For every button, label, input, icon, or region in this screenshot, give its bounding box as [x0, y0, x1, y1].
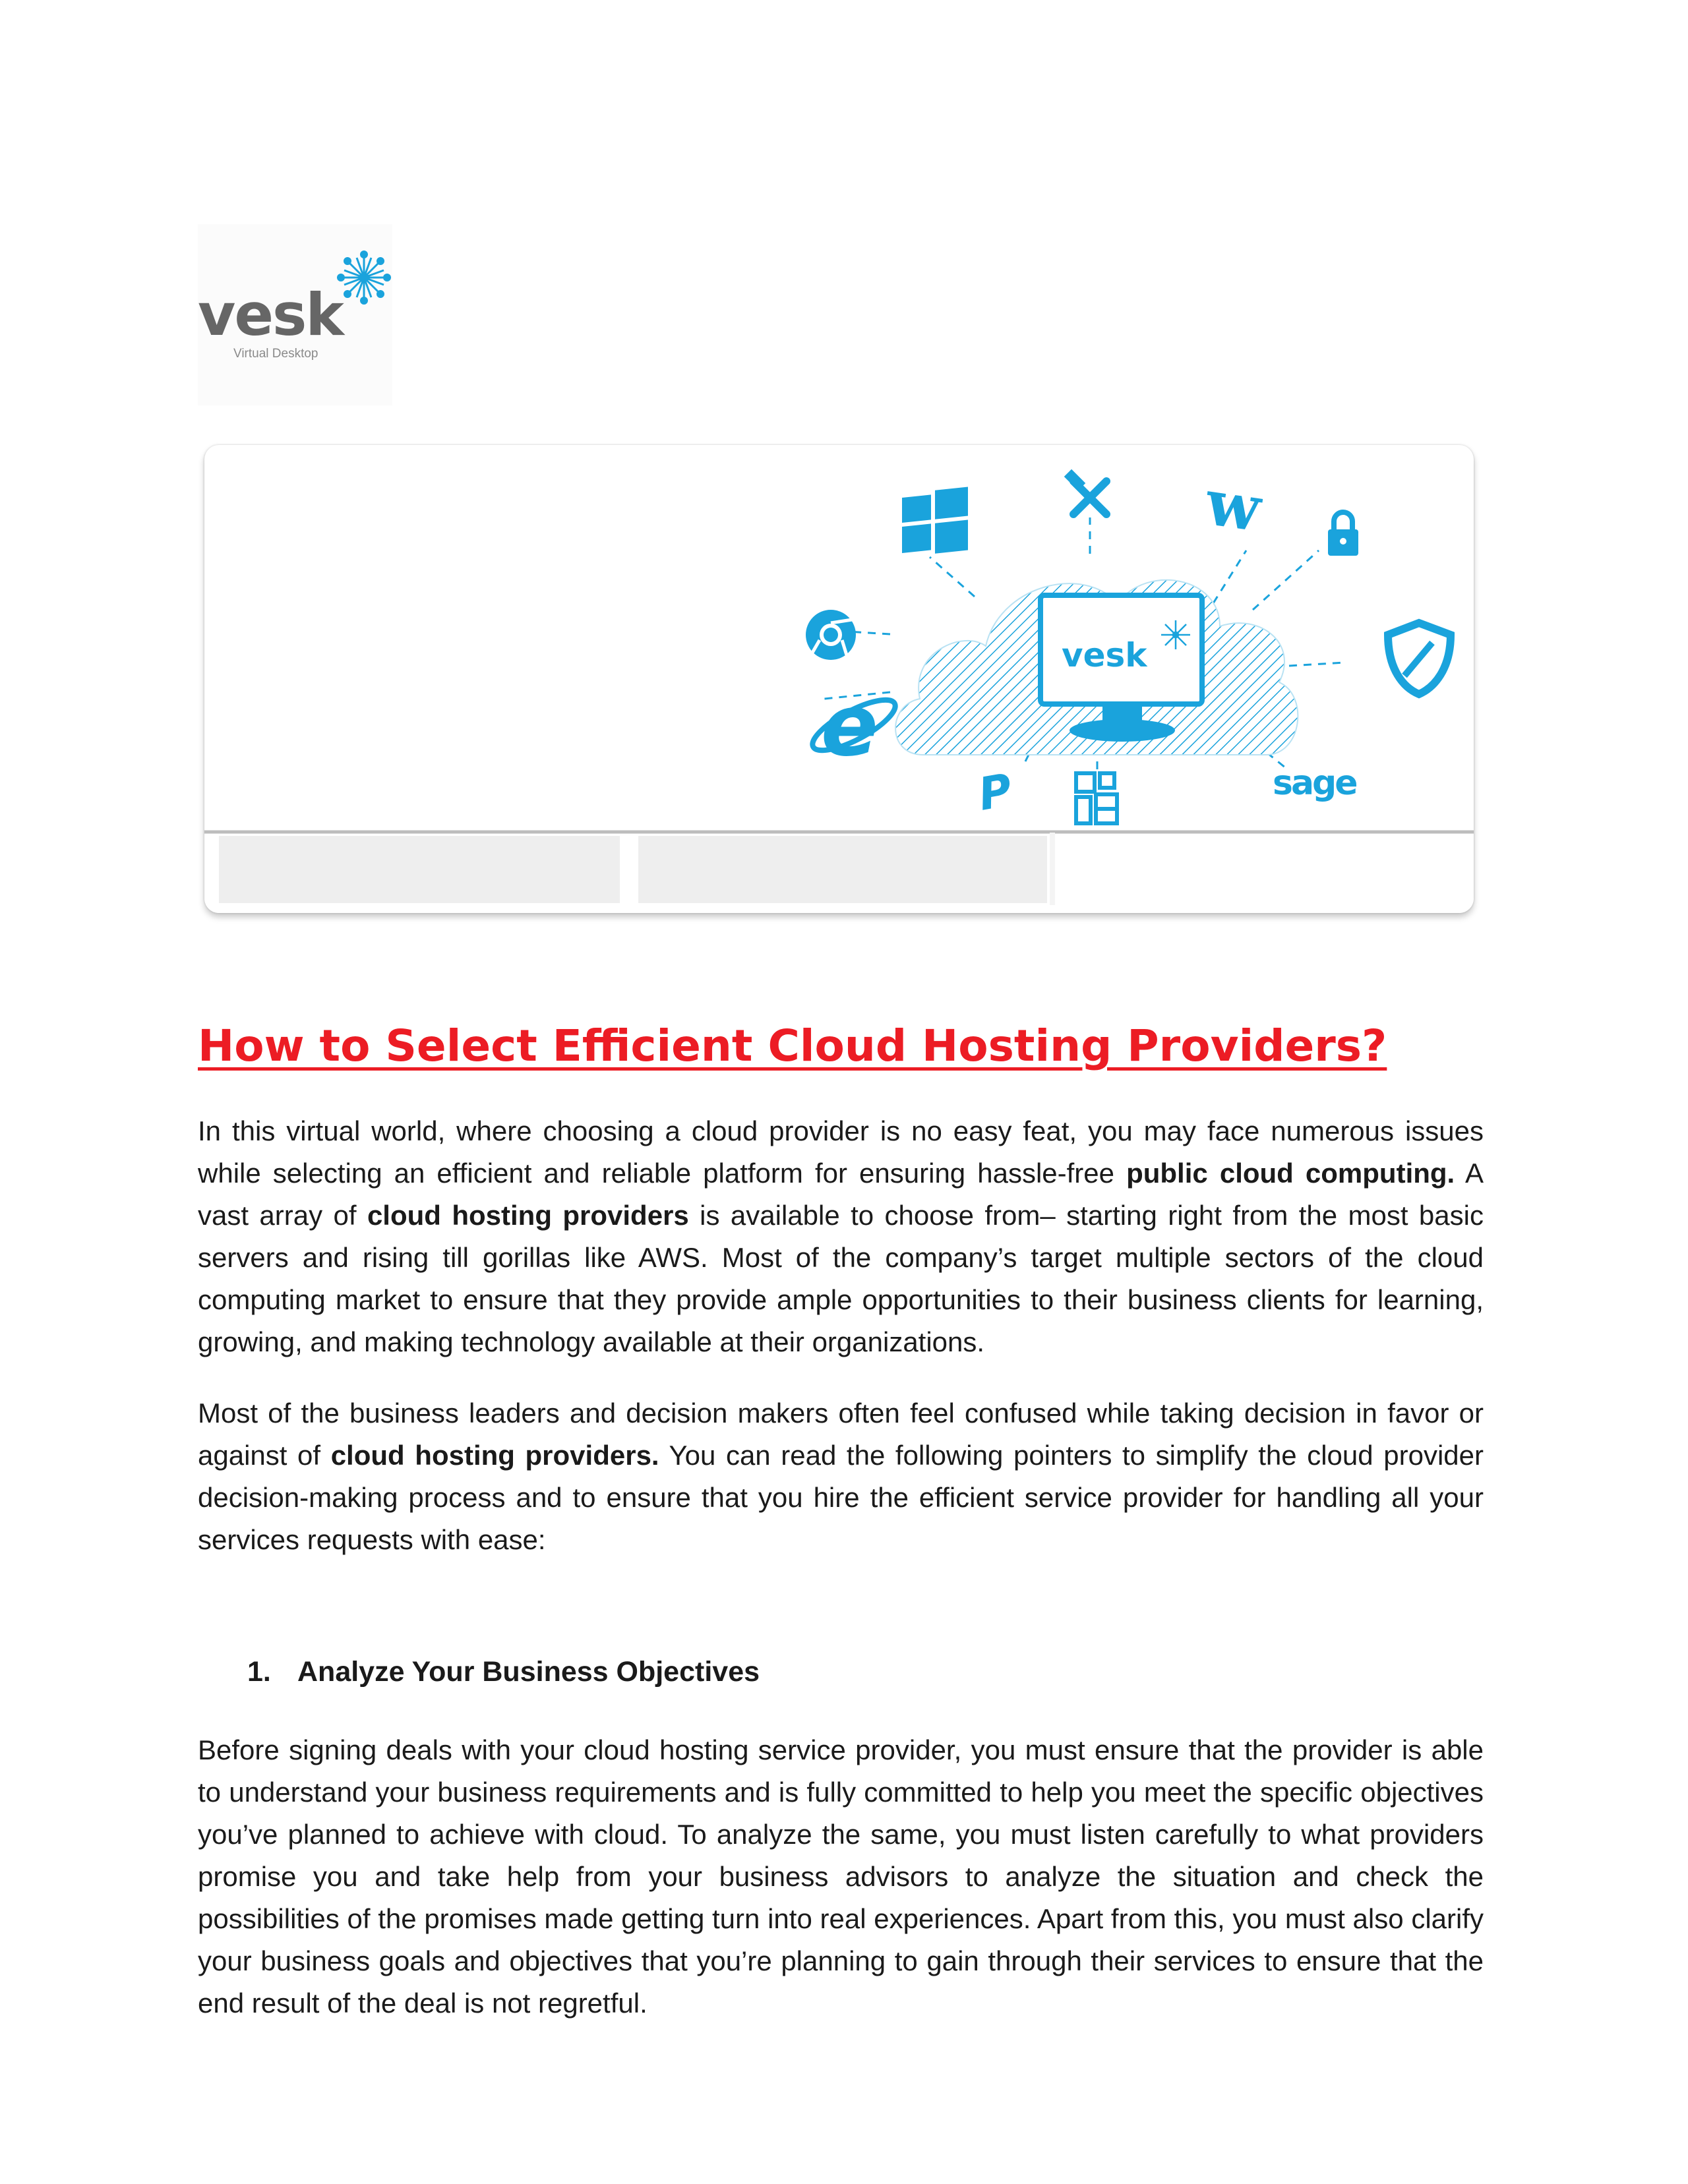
intro-paragraph: [198, 1110, 1484, 1363]
grid-app-icon: [1076, 773, 1117, 823]
decision-paragraph: [198, 1392, 1484, 1561]
text-run: Most of the business leaders and decision makers often feel confused while taking decision in favor or against of: [198, 1398, 1484, 1471]
section-number: 1.: [247, 1656, 271, 1688]
svg-text:e: e: [821, 677, 878, 775]
bold-term: cloud hosting providers.: [330, 1440, 659, 1471]
section-heading: [247, 1656, 760, 1688]
sage-icon: [1273, 763, 1356, 803]
text-run: A vast array of: [198, 1158, 1484, 1231]
svg-text:w: w: [1201, 465, 1265, 546]
lock-icon: [1328, 512, 1358, 556]
section-body-paragraph: Before signing deals with your cloud hosting service provider, you must ensure that the provider is able to understand your business requirements and is fully committed to help you meet the specific objectives you’ve planned to achieve with cloud. To analyze the same, you must listen carefully to what providers promise you and take help from your business advisors to analyze the situation and check the possibilities of the promises made getting turn into real experiences. Apart from this, you must also clarify your business goals and objectives that you’re planning to gain through their services to ensure that the end result of the deal is not regretful.: [198, 1734, 1484, 2019]
paypal-icon: [975, 764, 1016, 821]
svg-text:sage: sage: [1273, 763, 1356, 803]
vesk-logo: [198, 224, 392, 405]
chrome-icon: [806, 610, 856, 660]
hero-banner: [204, 445, 1474, 913]
tools-icon: [1064, 469, 1106, 514]
text-run: is available to choose from– starting right from the most basic servers and rising till gorillas like AWS. Most of the company’s target multiple sectors of the cloud computing market to ensure that they provide ample opportunities to their business clients for learning, growing, and making technology available at their organizations.: [198, 1200, 1484, 1357]
svg-text:P: P: [975, 764, 1016, 821]
bold-term: public cloud computing.: [1126, 1158, 1455, 1189]
bold-term: cloud hosting providers: [367, 1200, 689, 1231]
starburst-icon: [338, 252, 390, 304]
monitor-brand-label: vesk: [1062, 636, 1147, 674]
section-heading-text: Analyze Your Business Objectives: [297, 1656, 760, 1688]
article-title: How to Select Efficient Cloud Hosting Providers?: [198, 1020, 1387, 1071]
text-run: You can read the following pointers to simplify the cloud provider decision-making process and to ensure that you hire the efficient service provider for handling all your services requests with ease:: [198, 1440, 1484, 1555]
shield-icon: [1388, 623, 1451, 694]
windows-icon: [902, 487, 968, 557]
wiki-icon: [1201, 466, 1267, 546]
logo-tagline: Virtual Desktop: [233, 347, 318, 361]
text-run: In this virtual world, where choosing a cloud provider is no easy feat, you may face numerous issues while selecting an efficient and reliable platform for ensuring hassle-free: [198, 1115, 1484, 1189]
logo-wordmark: vesk: [198, 281, 343, 349]
